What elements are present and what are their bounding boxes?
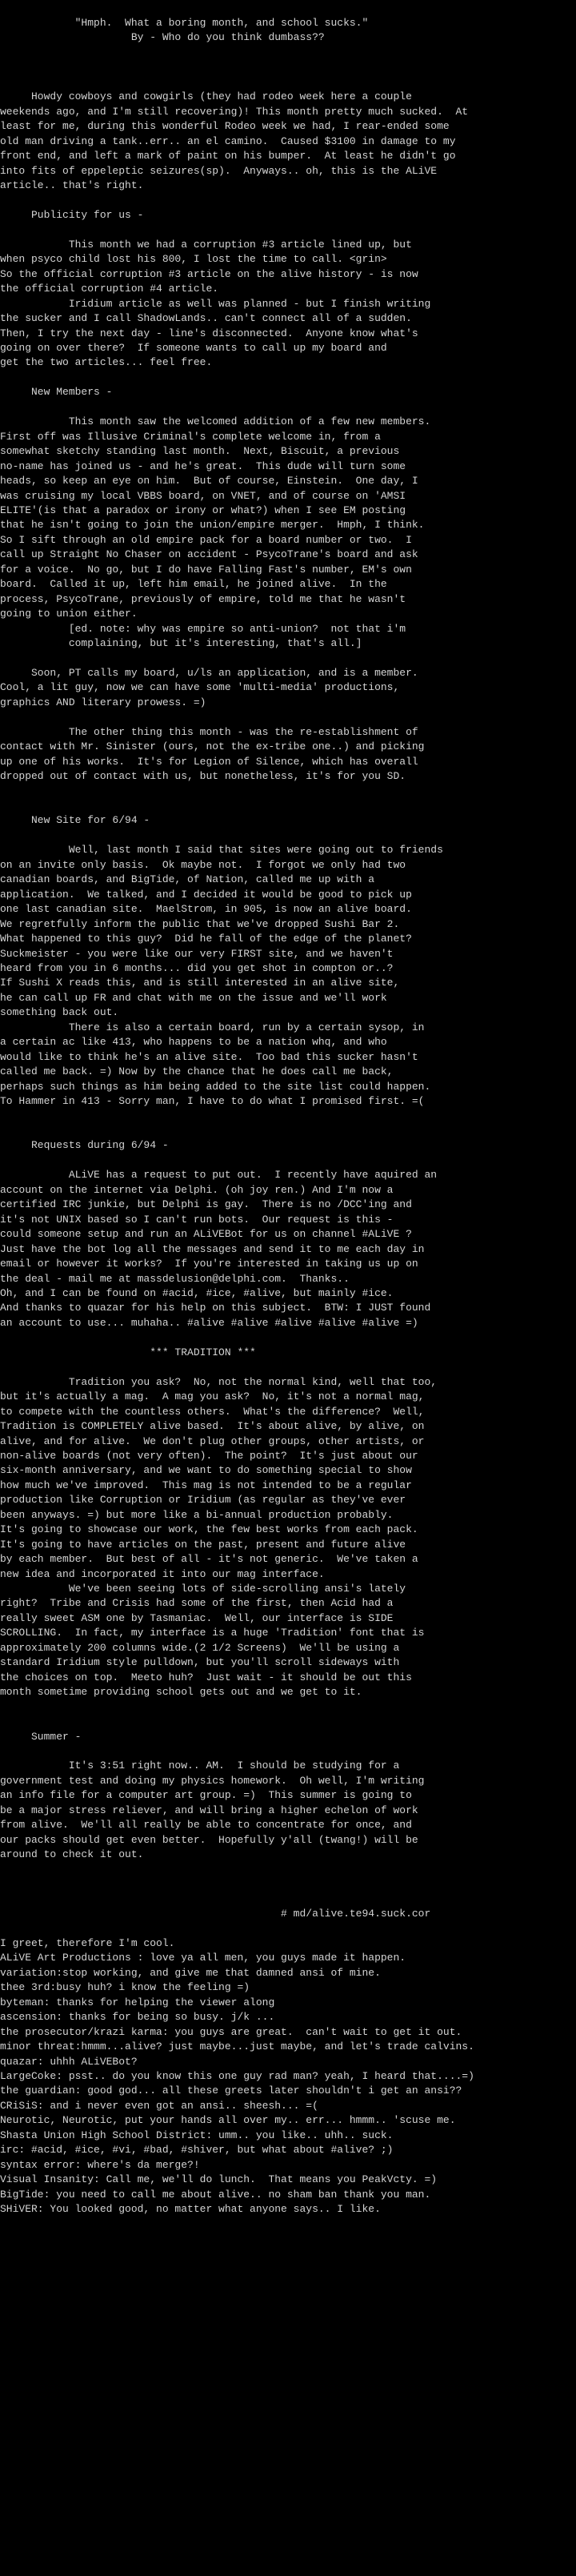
site-paragraph-1: Well, last month I said that sites were going out to friends on an invite only basis. Ok maybe not. I forgot we only had two canadian boards, and BigTide, of Nation, called me up with a application. We talked, and I decided it would be good to pick up one last canadian site. MaelStrom, in 905, is now an alive board. We regretfully inform the public that we've dropped Sushi Bar 2. What happened to this guy? Did he fall of the edge of the planet? Suckmeister - you were like our very FIRST site, and we haven't heard from you in 6 months... did you get shot in compton or..? If Sushi X reads this, and is still interested in an alive site, he can call up FR and chat with me on the issue and we'll work something back out. xyxy=(0,844,443,1019)
members-paragraph-1: This month saw the welcomed addition of a few new members. First off was Illusive Criminal's complete welcome in, from a somewhat sketchy standing last month. Next, Biscuit, a previous no-name has joined us - and he's great. This dude will turn some heads, so keep an eye on him. But of course, Einstein. One day, I was cruising my local VBBS board, on VNET, and of course on 'AMSI ELITE'(is that a paradox or irony or what?) when I see EM posting that he isn't going to join the union/empire merger. Hmph, I think. So I sift through an old empire pack for a board number or two. I call up Straight No Chaser on accident - PsycoTrane's board and ask for a voice. No go, but I do have Falling Fast's number, EM's own board. Called it up, left him email, he joined alive. In the process, PsycoTrane, previously of empire, told me that he wasn't going to union either. xyxy=(0,415,431,620)
greet-intro: I greet, therefore I'm cool. xyxy=(0,1936,175,1949)
opening-quote: "Hmph. What a boring month, and school sucks." By - Who do you think dumbass?? xyxy=(74,17,369,44)
publicity-heading: Publicity for us - xyxy=(0,208,144,221)
publicity-paragraph-1: This month we had a corruption #3 article lined up, but when psyco child lost his 800, I lost the time to call. <grin> So the official corruption #3 article on the alive history - is now the official corruption #4 article. xyxy=(0,238,418,295)
requests-paragraph: ALiVE has a request to put out. I recently have aquired an account on the internet via Delphi. (oh joy ren.) And I'm now a certified IRC junkie, but Delphi is gay. There is no /DCC'ing and it's not UNIX based so I can't run bots. Our request is this - could someone setup and run an ALiVEBot for us on channel #ALiVE ? Just have the bot log all the messages and send it to me each day in email or however it works? If you're interested in taking us up on the deal - mail me at massdelusion@delphi.com. Thanks.. Oh, and I can be found on #acid, #ice, #alive, but mainly #ice. And thanks to quazar for his help on this subject. BTW: I JUST found an account to use... muhaha.. #alive #alive #alive #alive #alive =) xyxy=(0,1169,438,1329)
tradition-heading: *** TRADITION *** xyxy=(0,1346,256,1358)
tradition-paragraph-2: We've been seeing lots of side-scrolling ansi's lately right? Tribe and Crisis had some of the first, then Acid had a really sweet ASM one by Tasmaniac. Well, our interface is SIDE SCROLLING. In fact, my interface is a huge 'Tradition' font that is approximately 200 columns wide.(2 1/2 Screens) We'll be using a standard Iridium style pulldown, but you'll scroll sideways with the choices on top. Meeto huh? Just wait - it should be out this month sometime providing school gets out and we get to it. xyxy=(0,1583,425,1699)
members-paragraph-3: The other thing this month - was the re-establishment of contact with Mr. Sinister (ours, not the ex-tribe one..) and picking up one of his works. It's for Legion of Silence, which has overall dropped out of contact with us, but nonetheless, it's for you SD. xyxy=(0,725,425,783)
summer-heading: Summer - xyxy=(0,1730,82,1743)
site-paragraph-2: There is also a certain board, run by a certain sysop, in a certain ac like 413, who happens to be a nation whq, and who would like to think he's an alive site. Too bad this sucker hasn't called me back. =) Now by the chance that he does call me back, perhaps such things as him being added to the site list could happen. To Hammer in 413 - Sorry man, I have to do what I promised first. =( xyxy=(0,1021,431,1108)
requests-heading: Requests during 6/94 - xyxy=(0,1139,169,1152)
tradition-paragraph-1: Tradition you ask? No, not the normal kind, well that too, but it's actually a mag. A mag you ask? No, it's not a normal mag, to compete with the countless others. What's the difference? Well, Tradition is COMPLETELY alive based. It's about alive, by alive, on alive, and for alive. We don't plug other groups, other artists, or non-alive boards (not very often). The point? It's just about our six-month anniversary, and we want to do something special to show how much we've improved. This mag is not intended to be a regular production like Corruption or Iridium (as regular as they've ever been anyways. =) but more like a bi-annual production probably. It's going to showcase our work, the few best works from each pack. It's going to have articles on the past, present and future alive by each member. But best of all - it's not generic. We've taken a new idea and incorporated it into our mag interface. xyxy=(0,1375,438,1580)
summer-paragraph: It's 3:51 right now.. AM. I should be studying for a government test and doing my physics homework. Oh well, I'm writing an info file for a computer art group. =) This summer is going to be a major stress reliever, and will bring a higher echelon of work from alive. We'll all really be able to concentrate for once, and our packs should get even better. Hopefully y'all (twang!) will be around to check it out. xyxy=(0,1759,425,1861)
members-heading: New Members - xyxy=(0,386,113,399)
greets-list: ALiVE Art Productions : love ya all men, you guys made it happen. variation:stop working, and give me that damned ansi of mine. thee 3rd:busy huh? i know the feeling =) byteman: thanks for helping the viewer along ascension: thanks for being so busy. j/k ... the prosecutor/krazi karma: you guys are great. can't wait to get it out. minor threat:hmmm...alive? just maybe...just maybe, and let's trade calvins. quazar: uhhh ALiVEBot? LargeCoke: psst.. do you know this one guy rad man? yeah, I heard that....=) the guardian: good god... all these greets later shouldn't i get an ansi?? CRiSiS: and i never even got an ansi.. sheesh... =( Neurotic, Neurotic, put your hands all over my.. err... hmmm.. 'scuse me. Shasta Union High School District: umm.. you like.. uhh.. suck. irc: #acid, #ice, #vi, #bad, #shiver, but what about #alive? ;) syntax error: where's da merge?! Visual Insanity: Call me, we'll do lunch. That means you PeakVcty. =) BigTide: you need to call me about alive.. no sham ban thank you man. SHiVER: You looked good, no matter what anyone says.. I like. xyxy=(0,1952,474,2216)
publicity-paragraph-2: Iridium article as well was planned - but I finish writing the sucker and I call ShadowLands.. can't connect all of a sudden. Then, I try the next day - line's disconnected. Anyone know what's going on over there? If someone wants to call up my board and get the two articles... feel free. xyxy=(0,297,431,369)
intro-paragraph: Howdy cowboys and cowgirls (they had rodeo week here a couple weekends ago, and I'm still recovering)! This month pretty much sucked. At least for me, during this wonderful Rodeo week we had, I rear-ended some old man driving a tank..err.. an el camino. Caused $3100 in damage to my front end, and left a mark of paint on his bumper. At least he didn't go into fits of eppeleptic seizures(sp). Anyways.. oh, this is the ALiVE article.. that's right. xyxy=(0,90,469,191)
site-heading: New Site for 6/94 - xyxy=(0,814,150,827)
members-paragraph-2: Soon, PT calls my board, u/ls an application, and is a member. Cool, a lit guy, now we can have some 'multi-media' productions, graphics AND literary prowess. =) xyxy=(0,666,418,708)
signature: # md/alive.te94.suck.cor xyxy=(0,1908,431,1920)
members-editor-note: [ed. note: why was empire so anti-union? not that i'm complaining, but it's interesting, that's all.] xyxy=(68,622,406,650)
